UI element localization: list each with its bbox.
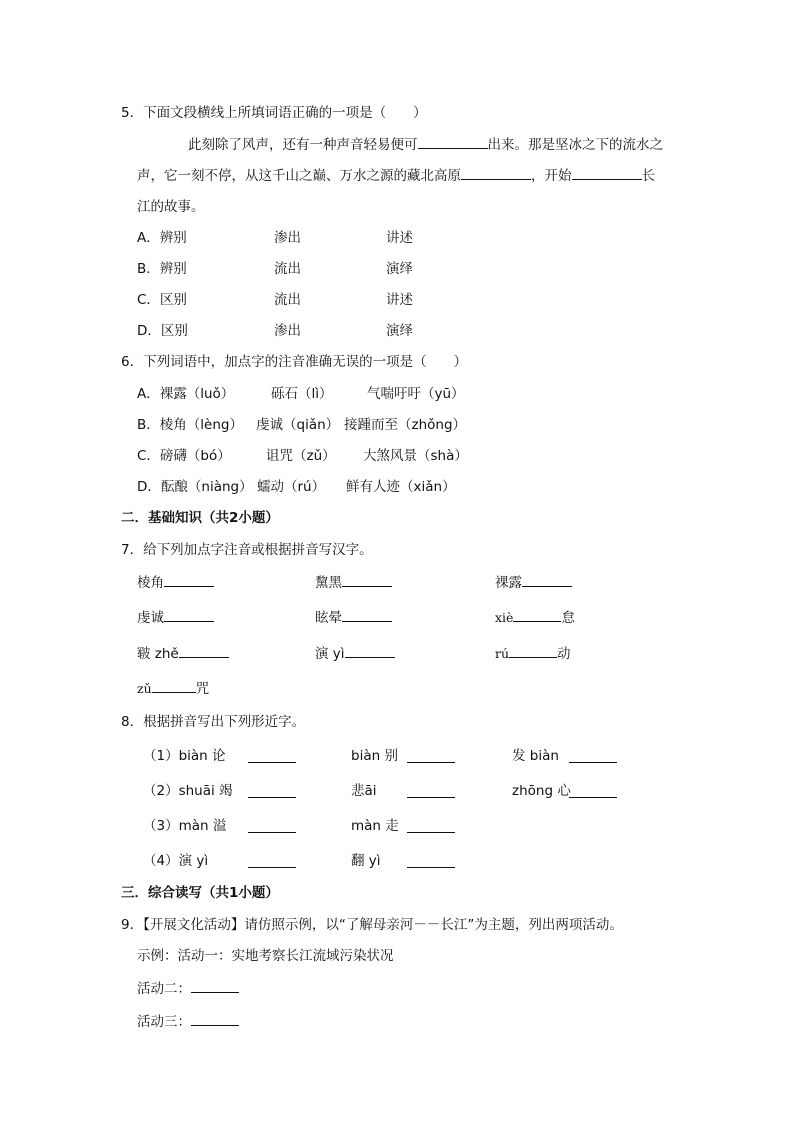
q7-item-text: 咒 <box>195 681 210 697</box>
q8-title: 8．根据拼音写出下列形近字。 <box>121 714 306 730</box>
q8-row1-c: 发 biàn <box>512 748 559 764</box>
q6-title: 6．下列词语中，加点字的注音准确无误的一项是（ ） <box>121 354 468 370</box>
q7-item <box>137 574 214 592</box>
q7-item <box>495 645 571 663</box>
answer-blank[interactable] <box>248 855 296 868</box>
q5-option-d-word2: 渗出 <box>274 323 301 339</box>
q6-option-d-word3: 鲜有人迹（xiǎn） <box>346 479 456 495</box>
q6-option-a-word2: 砾石（lì） <box>271 386 333 402</box>
q5-option-b-word2: 流出 <box>274 261 301 277</box>
answer-blank[interactable] <box>248 785 296 798</box>
q7-title: 7．给下列加点字注音或根据拼音写汉字。 <box>121 542 373 558</box>
q5-option-c-word2: 流出 <box>274 292 301 308</box>
q7-item-text: 动 <box>557 646 571 662</box>
answer-blank[interactable] <box>164 609 214 622</box>
answer-blank[interactable] <box>461 167 531 180</box>
q7-item <box>315 645 395 663</box>
q5-text: 声，它一刻不停，从这千山之巅、万水之源的藏北高原 <box>137 168 461 184</box>
q5-option-d-word3: 演绎 <box>386 323 413 339</box>
q5-option-a[interactable]: A．辨别 <box>137 230 187 246</box>
q9-activity-label: 活动三： <box>137 1014 191 1030</box>
q7-item <box>137 645 229 663</box>
q7-item-text: 棱角 <box>137 575 164 591</box>
section-heading-3: 三．综合读写（共1小题） <box>121 885 279 901</box>
q5-passage-line1 <box>188 136 663 154</box>
q8-row3-a: （3）màn 溢 <box>143 818 227 834</box>
section-heading-2: 二．基础知识（共2小题） <box>121 510 279 526</box>
q9-activity-2 <box>137 980 239 998</box>
answer-blank[interactable] <box>191 1013 239 1026</box>
q9-title: 9．【开展文化活动】请仿照示例，以“了解母亲河－－长江”为主题，列出两项活动。 <box>121 917 623 933</box>
answer-blank[interactable] <box>248 820 296 833</box>
q5-option-a-word3: 讲述 <box>386 230 413 246</box>
answer-blank[interactable] <box>407 820 455 833</box>
q5-option-b[interactable]: B．辨别 <box>137 261 187 277</box>
q7-item-text: 演 yì <box>315 646 345 662</box>
answer-blank[interactable] <box>509 645 557 658</box>
q7-item <box>315 609 392 627</box>
q7-item-text: 皲 zhě <box>137 646 179 662</box>
q5-passage-line2 <box>137 167 655 185</box>
answer-blank[interactable] <box>342 609 392 622</box>
answer-blank[interactable] <box>164 574 214 587</box>
q8-row3-b: màn 走 <box>351 818 399 834</box>
answer-blank[interactable] <box>342 574 392 587</box>
q8-row4-b: 翻 yì <box>351 853 381 869</box>
q7-item-text: xiè <box>495 610 514 625</box>
q7-item-text: zǔ <box>137 681 152 696</box>
q6-option-b-word2: 虔诚（qiǎn） <box>256 417 340 433</box>
answer-blank[interactable] <box>152 680 196 693</box>
q8-row1-a: （1）biàn 论 <box>143 748 226 764</box>
q7-item-text: 裸露 <box>495 575 522 591</box>
q7-item <box>495 574 572 592</box>
q9-activity-3 <box>137 1013 239 1031</box>
answer-blank[interactable] <box>513 609 561 622</box>
q5-text: 出来。那是坚冰之下的流水之 <box>487 137 663 153</box>
q7-item <box>495 609 575 627</box>
q6-option-d[interactable]: D．酝酿（niàng） <box>137 479 253 495</box>
q5-option-b-word3: 演绎 <box>386 261 413 277</box>
q7-item <box>137 680 209 698</box>
answer-blank[interactable] <box>572 167 642 180</box>
q8-row2-c: zhōng 心 <box>512 783 571 799</box>
q6-option-a-word3: 气喘吁吁（yū） <box>367 386 465 402</box>
answer-blank[interactable] <box>407 750 455 763</box>
q9-example: 示例：活动一：实地考察长江流域污染状况 <box>137 948 394 964</box>
q9-activity-label: 活动二： <box>137 981 191 997</box>
q6-option-c-word3: 大煞风景（shà） <box>363 448 468 464</box>
answer-blank[interactable] <box>407 855 455 868</box>
answer-blank[interactable] <box>569 750 617 763</box>
q8-row2-b: 悲āi <box>351 783 377 799</box>
q7-item-text: 怠 <box>561 610 575 626</box>
answer-blank[interactable] <box>345 645 395 658</box>
q6-option-a[interactable]: A．裸露（luǒ） <box>137 386 235 402</box>
answer-blank[interactable] <box>407 785 455 798</box>
q7-item-text: rú <box>495 646 510 661</box>
q6-option-b[interactable]: B．棱角（lèng） <box>137 417 243 433</box>
q5-option-c[interactable]: C．区别 <box>137 292 187 308</box>
answer-blank[interactable] <box>522 574 572 587</box>
q8-row1-b: biàn 别 <box>351 748 398 764</box>
q6-option-b-word3: 接踵而至（zhǒng） <box>344 417 467 433</box>
q7-item <box>315 574 392 592</box>
answer-blank[interactable] <box>418 136 488 149</box>
answer-blank[interactable] <box>248 750 296 763</box>
q7-item-text: 黧黑 <box>315 575 342 591</box>
answer-blank[interactable] <box>569 785 617 798</box>
q5-text: 长 <box>641 168 655 184</box>
q7-item-text: 虔诚 <box>137 610 164 626</box>
q7-item-text: 眩晕 <box>315 610 342 626</box>
q7-item <box>137 609 214 627</box>
q8-row2-a: （2）shuāi 竭 <box>143 783 233 799</box>
q5-option-a-word2: 渗出 <box>274 230 301 246</box>
q5-title: 5．下面文段横线上所填词语正确的一项是（ ） <box>121 105 427 121</box>
q6-option-c-word2: 诅咒（zǔ） <box>266 448 336 464</box>
q8-row4-a: （4）演 yì <box>143 853 209 869</box>
q5-passage-line3: 江的故事。 <box>137 199 205 215</box>
q5-text: 此刻除了风声，还有一种声音轻易便可 <box>188 137 418 153</box>
answer-blank[interactable] <box>179 645 229 658</box>
q5-text: ，开始 <box>531 168 572 184</box>
q5-option-c-word3: 讲述 <box>386 292 413 308</box>
q5-option-d[interactable]: D．区别 <box>137 323 188 339</box>
answer-blank[interactable] <box>191 980 239 993</box>
q6-option-d-word2: 蠕动（rú） <box>257 479 326 495</box>
q6-option-c[interactable]: C．磅礴（bó） <box>137 448 231 464</box>
